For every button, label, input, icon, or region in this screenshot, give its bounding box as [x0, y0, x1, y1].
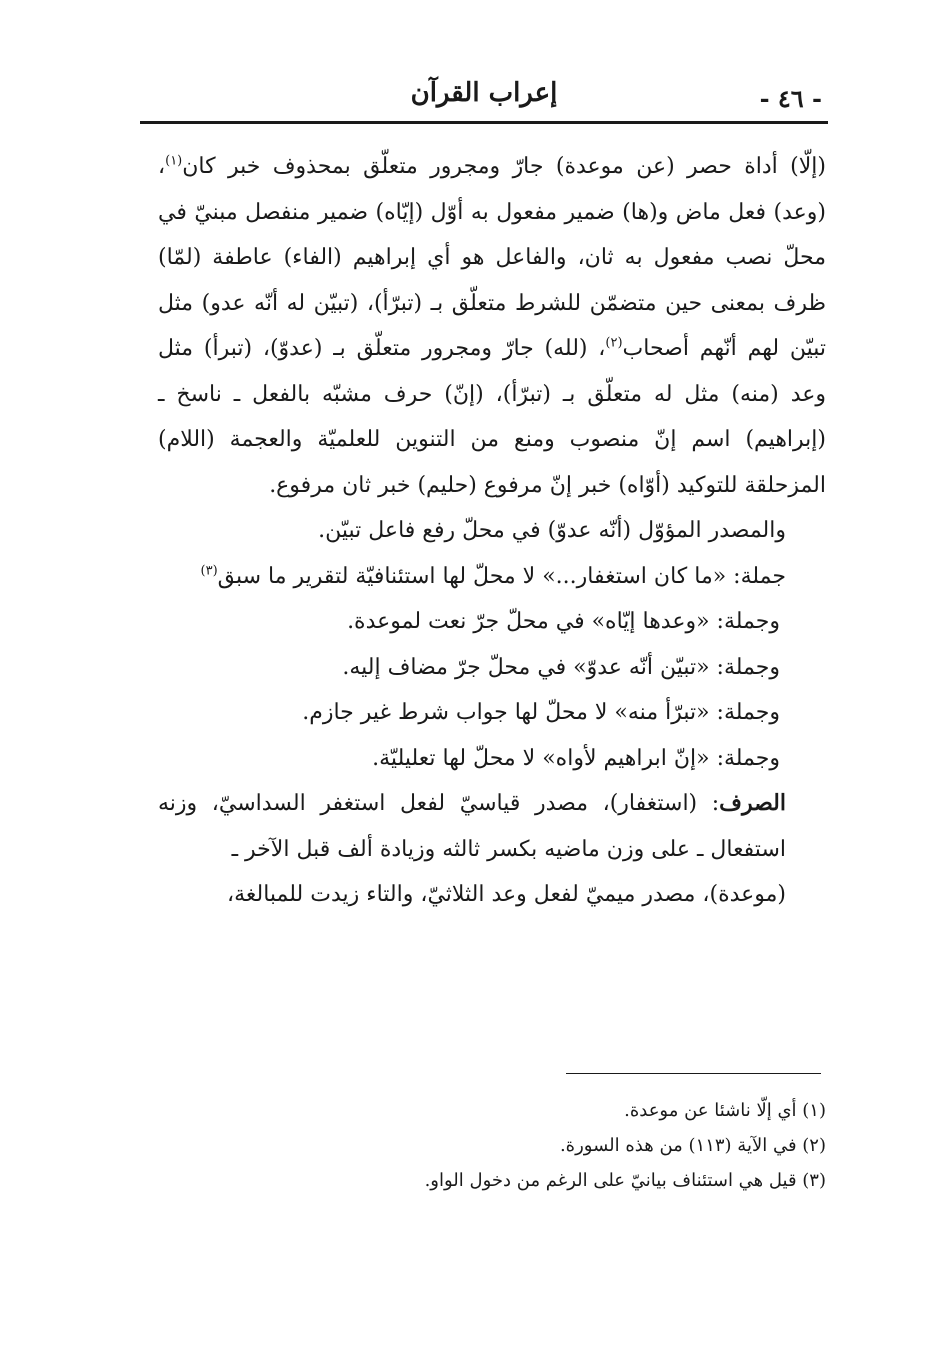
paragraph-jumla — [158, 554, 826, 600]
paragraph-irab — [158, 144, 826, 508]
footnote: (٢) في الآية (١١٣) من هذه السورة. — [559, 1135, 826, 1156]
footnote-marker: (٢) — [605, 335, 623, 351]
paragraph-masdar: والمصدر المؤوّل (أنّه عدوّ) في محلّ رفع فاعل تبيّن. — [318, 518, 786, 543]
footnote-rule — [566, 1073, 821, 1074]
main-text — [158, 144, 826, 918]
paragraph-text: ، (وعد) فعل ماض و(ها) ضمير مفعول به أوّل (إيّاه) ضمير منفصل مبنيّ في محلّ نصب مفعول به ثان، والفاعل هو أي إبراهيم (الفاء) عاطفة (لمّا) ظرف بمعنى حين متضمّن للشرط متعلّق بـ (تبرّأ)، (تبيّن له أنّه عدو) مثل تبيّن لهم أنّهم أصحاب — [158, 154, 826, 361]
sentence-line: وجملة: «وعدها إيّاه» في محلّ جرّ نعت لموعدة. — [347, 609, 780, 634]
header-rule — [140, 121, 828, 124]
footnote-marker: (٣) — [200, 563, 218, 579]
paragraph-mawida: (موعدة)، مصدر ميميّ لفعل وعد الثلاثيّ، والتاء زيدت للمبالغة، — [226, 882, 786, 907]
paragraph-text: جملة: «ما كان استغفار...» لا محلّ لها استئنافيّة لتقرير ما سبق — [217, 563, 786, 589]
paragraph-text: ، (لله) جارّ ومجرور متعلّق بـ (عدوّ)، (تبرأ) مثل وعد (منه) مثل له متعلّق بـ (تبرّأ)، (إنّ) حرف مشبّه بالفعل ـ ناسخ ـ (إبراهيم) اسم إنّ منصوب ومنع من التنوين للعلميّة والعجمة (اللام) المزحلقة للتوكيد (أوّاه) خبر إنّ مرفوع (حليم) خبر ثان مرفوع. — [158, 336, 826, 498]
footnotes — [300, 1093, 826, 1198]
page-number: - ٤٦ - — [759, 84, 822, 113]
page-header — [140, 74, 828, 120]
footnote-marker: (١) — [165, 153, 183, 169]
paragraph-sarf — [158, 781, 826, 872]
sentence-line: وجملة: «تبرّأ منه» لا محلّ لها جواب شرط غير جازم. — [302, 700, 780, 725]
running-title: إعراب القرآن — [410, 78, 558, 108]
sentence-line: وجملة: «تبيّن أنّه عدوّ» في محلّ جرّ مضاف إليه. — [342, 654, 780, 680]
footnote: (٣) قيل هي استئناف بيانيّ على الرغم من دخول الواو. — [424, 1170, 826, 1191]
paragraph-text: : (استغفار)، مصدر قياسيّ لفعل استغفر السداسيّ، وزنه استفعال ـ على وزن ماضيه بكسر ثالثه وزيادة ألف قبل الآخر ـ — [158, 791, 786, 862]
footnote: (١) أي إلّا ناشئا عن موعدة. — [624, 1100, 826, 1121]
paragraph-text: (إلّا) أداة حصر (عن موعدة) جارّ ومجرور متعلّق بمحذوف خبر كان — [182, 154, 826, 179]
section-label: الصرف — [719, 790, 786, 816]
sentence-line: وجملة: «إنّ ابراهيم لأواه» لا محلّ لها تعليليّة. — [372, 745, 780, 771]
